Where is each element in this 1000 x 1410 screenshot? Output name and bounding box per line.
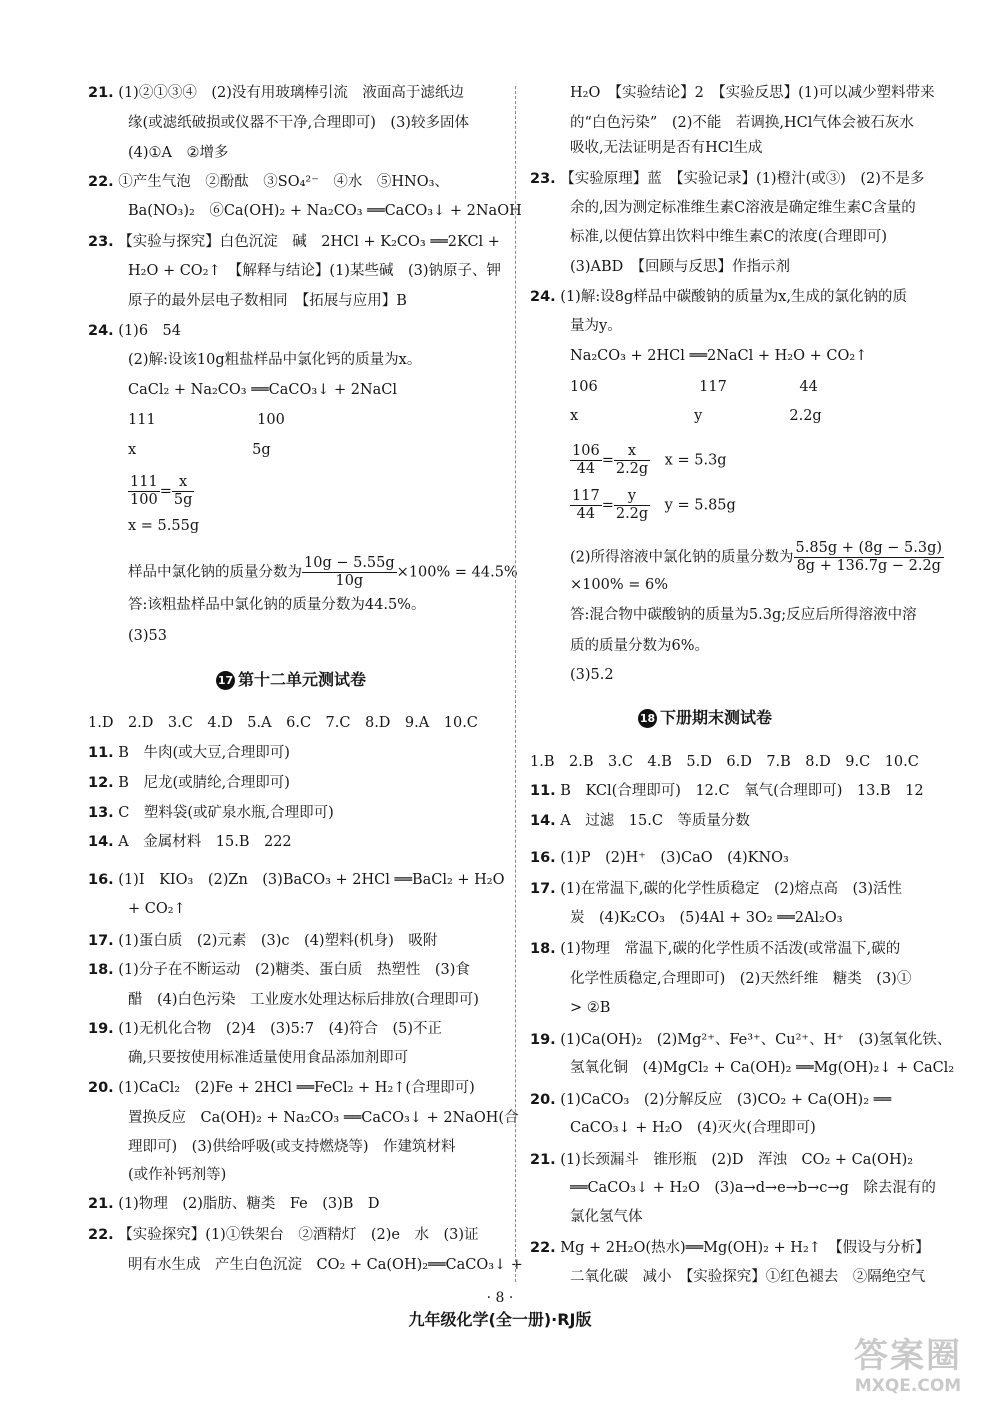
- answer-line: [530, 847, 789, 869]
- answer-text: ×100% = 44.5%: [396, 564, 518, 581]
- answer-text: CaCl₂ + Na₂CO₃ ══CaCO₃↓ + 2NaCl: [128, 382, 398, 398]
- question-number: 21.: [88, 1196, 114, 1212]
- answer-line: [88, 1193, 380, 1215]
- answer-line: [128, 1136, 456, 1158]
- answer-line: [570, 604, 917, 626]
- answer-text: (1)②①③④ (2)没有用玻璃棒引流 液面高于滤纸边: [118, 85, 464, 101]
- answer-line: [570, 635, 709, 657]
- answer-text: (1)6 54: [118, 323, 182, 339]
- section-badge: 17: [216, 671, 235, 690]
- fraction-denominator: 44: [576, 461, 596, 477]
- page-footer: [0, 1288, 1000, 1332]
- answer-text: 111 100: [128, 412, 285, 428]
- fraction-numerator: 117: [572, 488, 600, 504]
- question-number: 20.: [88, 1080, 114, 1096]
- answer-text: (1)蛋白质 (2)元素 (3)c (4)塑料(机身) 吸附: [118, 933, 438, 949]
- answer-text: (1)I KIO₃ (2)Zn (3)BaCO₃ + 2HCl ══BaCl₂ + H₂O: [118, 872, 505, 888]
- answer-line: [128, 515, 199, 537]
- answer-line: [570, 1206, 643, 1228]
- answer-line: [88, 231, 500, 253]
- answer-line: [128, 474, 194, 509]
- answer-text: 原子的最外层电子数相同 【拓展与应用】B: [128, 293, 407, 309]
- watermark-logo-text: 答案圈: [854, 1336, 962, 1376]
- section-title: 下册期末测试卷: [660, 708, 773, 727]
- answer-text: Na₂CO₃ + 2HCl ══2NaCl + H₂O + CO₂↑: [570, 348, 868, 364]
- answer-text: (1)解:设8g样品中碳酸钠的质量为x,生成的氯化钠的质: [560, 289, 908, 305]
- fraction: [614, 488, 650, 523]
- answer-text: A 金属材料 15.B 222: [118, 834, 292, 850]
- answer-text: 明有水生成 产生白色沉淀 CO₂ + Ca(OH)₂══CaCO₃↓ +: [128, 1257, 523, 1273]
- question-number: 20.: [530, 1092, 556, 1108]
- answer-text: 氢氧化铜 (4)MgCl₂ + Ca(OH)₂ ══Mg(OH)₂↓ + CaCl₂: [570, 1060, 955, 1076]
- answer-text: (3)53: [128, 628, 167, 644]
- question-number: 24.: [530, 289, 556, 305]
- answer-line: [128, 989, 479, 1011]
- book-title: 九年级化学(全一册)·RJ版: [408, 1310, 592, 1329]
- fraction-denominator: 2.2g: [615, 461, 649, 477]
- answer-line: [530, 810, 750, 832]
- question-number: 22.: [88, 1227, 114, 1243]
- answer-text: (1)CaCO₃ (2)分解反应 (3)CO₂ + Ca(OH)₂ ══: [560, 1092, 892, 1108]
- answer-line: [570, 488, 736, 523]
- watermark-url: MXQE.COM: [854, 1376, 962, 1396]
- answer-line: [128, 349, 421, 371]
- question-number: 21.: [88, 85, 114, 101]
- answer-line: [570, 997, 610, 1019]
- answer-line: [128, 260, 501, 282]
- answer-text: (1)长颈漏斗 锥形瓶 (2)D 浑浊 CO₂ + Ca(OH)₂: [560, 1152, 914, 1168]
- answer-text: C 塑料袋(或矿泉水瓶,合理即可): [118, 805, 334, 821]
- answer-text: CaCO₃↓ + H₂O (4)灭火(合理即可): [570, 1120, 816, 1136]
- fraction: [570, 443, 602, 478]
- answer-line: [128, 1164, 226, 1186]
- answer-text: B 尼龙(或腈纶,合理即可): [118, 775, 290, 791]
- answer-line: [570, 1177, 936, 1199]
- fraction: [302, 555, 397, 590]
- answer-text: (1)CaCl₂ (2)Fe + 2HCl ══FeCl₂ + H₂↑(合理即可): [118, 1080, 475, 1096]
- answer-line: [570, 256, 790, 278]
- question-number: 23.: [88, 234, 114, 250]
- answer-text: x 5g: [128, 442, 271, 458]
- answer-line: [88, 831, 292, 853]
- answer-text: (3)5.2: [570, 667, 614, 683]
- answer-text: (或作补钙剂等): [128, 1167, 227, 1183]
- answer-text: (4)①A ②增多: [128, 145, 229, 161]
- question-number: 11.: [88, 745, 114, 761]
- question-number: 22.: [530, 1240, 556, 1256]
- answer-text: 答:混合物中碳酸钠的质量为5.3g;反应后所得溶液中溶: [570, 607, 917, 623]
- answer-line: [128, 1254, 523, 1276]
- answer-line: [88, 742, 290, 764]
- answer-text: 醋 (4)白色污染 工业废水处理达标后排放(合理即可): [128, 992, 479, 1008]
- question-number: 12.: [88, 775, 114, 791]
- question-number: 16.: [530, 850, 556, 866]
- answer-text: H₂O 【实验结论】2 【实验反思】(1)可以减少塑料带来: [570, 85, 935, 101]
- answer-text: Mg + 2H₂O(热水)══Mg(OH)₂ + H₂↑ 【假设与分析】: [560, 1240, 930, 1256]
- answer-text: 缘(或滤纸破损或仪器不干净,合理即可) (3)较多固体: [128, 115, 469, 131]
- answer-line: [570, 137, 763, 159]
- answer-line: [128, 379, 397, 401]
- section-title: 第十二单元测试卷: [238, 670, 367, 689]
- answer-text: 炭 (4)K₂CO₃ (5)4Al + 3O₂ ══2Al₂O₃: [570, 910, 843, 926]
- answer-line: [570, 1057, 954, 1079]
- answer-line: [570, 443, 727, 478]
- answer-line: [570, 315, 622, 337]
- answer-line: [88, 772, 290, 794]
- answer-text: 1.B 2.B 3.C 4.B 5.D 6.D 7.B 8.D 9.C 10.C: [530, 754, 919, 770]
- answer-text: 1.D 2.D 3.C 4.D 5.A 6.C 7.C 8.D 9.A 10.C: [88, 715, 478, 731]
- question-number: 22.: [88, 174, 114, 190]
- answer-text: (2)所得溶液中氯化钠的质量分数为: [570, 549, 794, 566]
- fraction-numerator: x: [172, 474, 195, 492]
- question-number: 14.: [88, 834, 114, 850]
- answer-line: [530, 1029, 951, 1051]
- answer-text: 二氧化碳 减小 【实验探究】①红色褪去 ②隔绝空气: [570, 1269, 926, 1285]
- answer-line: [88, 930, 437, 952]
- answer-line: [128, 555, 518, 590]
- section-heading: [638, 707, 772, 729]
- question-number: 21.: [530, 1152, 556, 1168]
- answer-text: 的“白色污染” (2)不能 若调换,HCl气体会被石灰水: [570, 115, 914, 131]
- fraction-denominator: 5g: [173, 492, 193, 508]
- fraction: [794, 540, 944, 575]
- answer-text: (1)无机化合物 (2)4 (3)5:7 (4)符合 (5)不正: [118, 1021, 443, 1037]
- answer-line: [570, 968, 911, 990]
- equals-sign: =: [601, 497, 614, 514]
- answer-line: [88, 171, 449, 193]
- answer-text: 样品中氯化钠的质量分数为: [128, 564, 302, 581]
- answer-line: [570, 907, 843, 929]
- answer-text: y = 5.85g: [650, 497, 736, 514]
- answer-text: 确,只要按使用标准适量使用食品添加剂即可: [128, 1050, 409, 1066]
- question-number: 18.: [530, 941, 556, 957]
- question-number: 11.: [530, 783, 556, 799]
- answer-text: + CO₂↑: [128, 901, 186, 917]
- answer-line: [530, 1149, 913, 1171]
- answer-line: [88, 1224, 479, 1246]
- answer-text: Ba(NO₃)₂ ⑥Ca(OH)₂ + Na₂CO₃ ══CaCO₃↓ + 2NaOH: [128, 203, 522, 219]
- section-badge: 18: [638, 709, 657, 728]
- answer-text: 【实验与探究】白色沉淀 碱 2HCl + K₂CO₃ ══2KCl +: [118, 234, 500, 250]
- answer-line: [570, 574, 668, 596]
- question-number: 17.: [88, 933, 114, 949]
- answer-line: [128, 200, 522, 222]
- question-number: 13.: [88, 805, 114, 821]
- answer-line: [128, 625, 167, 647]
- answer-text: 吸收,无法证明是否有HCl生成: [570, 140, 763, 156]
- question-number: 16.: [88, 872, 114, 888]
- answer-line: [128, 142, 229, 164]
- answer-line: [530, 751, 919, 773]
- answer-line: [128, 1107, 519, 1129]
- answer-line: [570, 1117, 816, 1139]
- fraction: [570, 488, 602, 523]
- answer-line: [530, 780, 924, 802]
- answer-text: 置换反应 Ca(OH)₂ + Na₂CO₃ ══CaCO₃↓ + 2NaOH(合: [128, 1110, 519, 1126]
- fraction-numerator: 5.85g + (8g − 5.3g): [795, 540, 943, 556]
- answer-text: (1)物理 (2)脂肪、糖类 Fe (3)B D: [118, 1196, 380, 1212]
- fraction-numerator: y: [614, 488, 650, 506]
- question-number: 23.: [530, 171, 556, 187]
- fraction-denominator: 10g: [335, 573, 364, 589]
- answer-line: [88, 869, 505, 891]
- answer-text: 106 117 44: [570, 379, 818, 395]
- answer-text: 质的质量分数为6%。: [570, 638, 710, 654]
- answer-line: [530, 168, 924, 190]
- answer-line: [570, 226, 887, 248]
- answer-text: x = 5.55g: [128, 518, 200, 534]
- answer-line: [530, 938, 900, 960]
- fraction: [614, 443, 650, 478]
- answer-line: [570, 540, 944, 575]
- answer-line: [128, 290, 407, 312]
- answer-line: [88, 802, 334, 824]
- question-number: 19.: [88, 1021, 114, 1037]
- answer-line: [128, 112, 469, 134]
- answer-text: ×100% = 6%: [570, 577, 668, 593]
- fraction-numerator: 10g − 5.55g: [304, 555, 395, 571]
- answer-text: > ②B: [570, 1000, 611, 1016]
- fraction-numerator: 111: [130, 474, 158, 490]
- fraction-denominator: 2.2g: [615, 506, 649, 522]
- question-number: 18.: [88, 962, 114, 978]
- answer-text: 【实验探究】(1)①铁架台 ②酒精灯 (2)e 水 (3)证: [118, 1227, 479, 1243]
- answer-text: (2)解:设该10g粗盐样品中氯化钙的质量为x。: [128, 352, 422, 368]
- answer-text: 余的,因为测定标准维生素C溶液是确定维生素C含量的: [570, 200, 916, 216]
- answer-line: [530, 878, 902, 900]
- fraction-denominator: 100: [130, 492, 158, 508]
- page-number: · 8 ·: [486, 1290, 514, 1306]
- answer-line: [128, 594, 425, 616]
- answer-line: [530, 1089, 891, 1111]
- answer-text: 答:该粗盐样品中氯化钠的质量分数为44.5%。: [128, 597, 426, 613]
- answer-text: 理即可) (3)供给呼吸(或支持燃烧等) 作建筑材料: [128, 1139, 456, 1155]
- answer-text: (1)物理 常温下,碳的化学性质不活泼(或常温下,碳的: [560, 941, 901, 957]
- answer-text: (1)分子在不断运动 (2)糖类、蛋白质 热塑性 (3)食: [118, 962, 470, 978]
- fraction: [172, 474, 195, 509]
- answer-text: ①产生气泡 ②酚酞 ③SO₄²⁻ ④水 ⑤HNO₃、: [118, 174, 449, 190]
- fraction-numerator: 106: [572, 443, 600, 459]
- answer-text: H₂O + CO₂↑ 【解释与结论】(1)某些碱 (3)钠原子、钾: [128, 263, 501, 279]
- equals-sign: =: [601, 452, 614, 469]
- answer-text: ══CaCO₃↓ + H₂O (3)a→d→e→b→c→g 除去混有的: [570, 1180, 936, 1196]
- fraction-denominator: 8g + 136.7g − 2.2g: [796, 558, 941, 574]
- answer-line: [570, 82, 935, 104]
- fraction-denominator: 44: [576, 506, 596, 522]
- answer-line: [128, 409, 285, 431]
- question-number: 17.: [530, 881, 556, 897]
- answer-text: 氯化氢气体: [570, 1209, 643, 1225]
- answer-text: 标准,以便估算出饮料中维生素C的浓度(合理即可): [570, 229, 888, 245]
- answer-text: (1)在常温下,碳的化学性质稳定 (2)熔点高 (3)活性: [560, 881, 903, 897]
- answer-line: [570, 376, 818, 398]
- answer-text: (1)Ca(OH)₂ (2)Mg²⁺、Fe³⁺、Cu²⁺、H⁺ (3)氢氧化铁、: [560, 1032, 952, 1048]
- answer-text: B KCl(合理即可) 12.C 氧气(合理即可) 13.B 12: [560, 783, 924, 799]
- answer-line: [570, 405, 822, 427]
- equals-sign: =: [159, 483, 172, 500]
- answer-line: [128, 898, 186, 920]
- answer-line: [128, 1047, 408, 1069]
- answer-text: 【实验原理】蓝 【实验记录】(1)橙汁(或③) (2)不是多: [560, 171, 925, 187]
- watermark-logo: [838, 1336, 978, 1396]
- answer-line: [88, 712, 478, 734]
- answer-line: [88, 82, 464, 104]
- answer-text: 量为y。: [570, 318, 622, 334]
- answer-line: [570, 664, 614, 686]
- answer-line: [88, 320, 181, 342]
- answer-line: [128, 439, 271, 461]
- answer-line: [88, 959, 470, 981]
- question-number: 14.: [530, 813, 556, 829]
- answer-line: [88, 1018, 442, 1040]
- answer-line: [88, 1077, 475, 1099]
- answer-text: A 过滤 15.C 等质量分数: [560, 813, 750, 829]
- answer-text: x = 5.3g: [650, 452, 727, 469]
- question-number: 24.: [88, 323, 114, 339]
- fraction: [128, 474, 160, 509]
- answer-line: [570, 112, 914, 134]
- section-heading: [216, 669, 366, 691]
- answer-line: [530, 286, 907, 308]
- answer-text: 化学性质稳定,合理即可) (2)天然纤维 糖类 (3)①: [570, 971, 912, 987]
- column-divider: [515, 86, 516, 1282]
- answer-line: [530, 1237, 930, 1259]
- fraction-numerator: x: [614, 443, 650, 461]
- answer-line: [570, 345, 867, 367]
- answer-text: (1)P (2)H⁺ (3)CaO (4)KNO₃: [560, 850, 789, 866]
- answer-line: [570, 197, 916, 219]
- answer-text: B 牛肉(或大豆,合理即可): [118, 745, 290, 761]
- answer-line: [570, 1266, 925, 1288]
- answer-text: x y 2.2g: [570, 408, 822, 424]
- question-number: 19.: [530, 1032, 556, 1048]
- answer-text: (3)ABD 【回顾与反思】作指示剂: [570, 259, 791, 275]
